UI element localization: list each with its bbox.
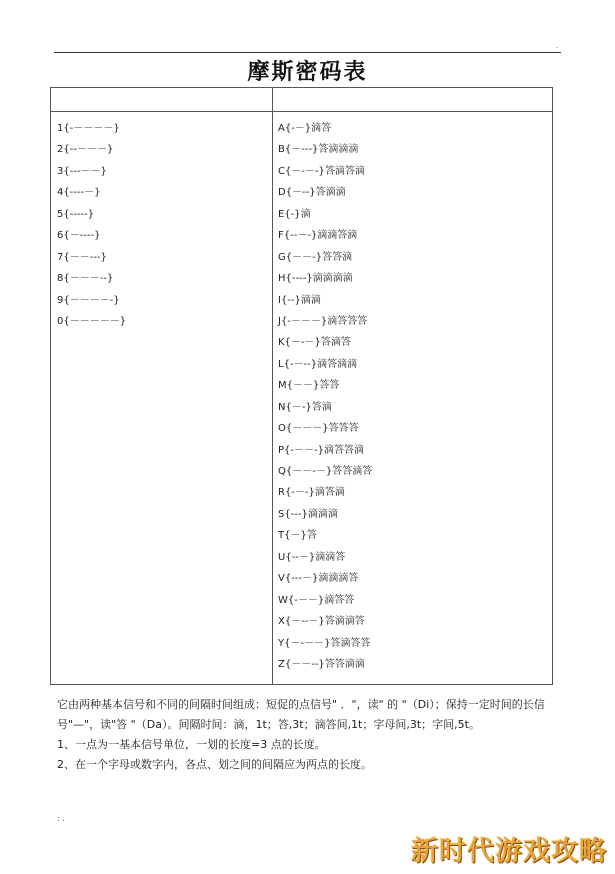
digit-row: 7{－－---} <box>57 251 107 263</box>
page-title: 摩斯密码表 <box>247 60 368 85</box>
site-watermark: 新时代游戏攻略 <box>411 836 607 867</box>
digit-row: 0{－－－－－} <box>57 315 127 327</box>
digit-row: 6{－----} <box>57 230 101 242</box>
letter-row: I{--}滴滴 <box>278 294 321 306</box>
letter-row: D{－--}答滴滴 <box>278 187 346 199</box>
letter-row: X{－--－}答滴滴答 <box>278 616 365 628</box>
top-rule <box>54 52 561 53</box>
letter-row: M{－－}答答 <box>278 380 340 392</box>
intro-paragraph: 它由两种基本信号和不同的间隔时间组成：短促的点信号" ．"，读" 的 "（Di）；保持一定时间的长信号"—"，读"答 "（Da）。间隔时间：滴，1t；答,3t；滴答间,1t；字母间,3t；字间,5t。 <box>57 698 545 731</box>
letters-column <box>278 118 372 675</box>
letter-row: V{---－}滴滴滴答 <box>278 573 359 585</box>
digit-row: 4{----－} <box>57 187 101 199</box>
letter-row: S{---}滴滴滴 <box>278 508 338 520</box>
digits-column <box>57 118 126 332</box>
letter-row: B{－---}答滴滴滴 <box>278 144 359 156</box>
rule-1: 1、一点为一基本信号单位，一划的长度=3 点的长度。 <box>57 738 326 751</box>
digit-row: 5{-----} <box>57 208 95 220</box>
table-header-divider <box>51 111 552 112</box>
letter-row: E{-}滴 <box>278 208 311 220</box>
letter-row: Q{－－-－}答答滴答 <box>278 466 373 477</box>
bottom-corner-mark: : . <box>57 814 65 823</box>
letter-row: J{-－－－}滴答答答 <box>278 315 368 327</box>
letter-row: O{－－－}答答答 <box>278 423 359 435</box>
letter-row: C{－-－-}答滴答滴 <box>278 165 365 177</box>
digit-row: 1{-－－－－} <box>57 123 120 134</box>
letter-row: A{-－}滴答 <box>278 123 332 134</box>
letter-row: Y{－-－－}答滴答答 <box>278 637 371 649</box>
top-corner-mark: . <box>556 42 559 50</box>
letter-row: T{－}答 <box>278 530 317 542</box>
letter-row: R{-－-}滴答滴 <box>278 487 345 499</box>
explanation-notes <box>57 695 569 775</box>
letter-row: Z{－－--}答答滴滴 <box>278 658 365 670</box>
digit-row: 2{--－－－} <box>57 144 114 156</box>
digit-row: 9{－－－－-} <box>57 294 120 306</box>
letter-row: F{--－-}滴滴答滴 <box>278 230 358 242</box>
letter-row: L{-－--}滴答滴滴 <box>278 358 358 370</box>
digit-row: 3{---－－} <box>57 165 107 177</box>
letter-row: N{－-}答滴 <box>278 401 332 413</box>
letter-row: U{--－}滴滴答 <box>278 551 346 563</box>
letter-row: P{-－－-}滴答答滴 <box>278 444 364 456</box>
letter-row: W{-－－}滴答答 <box>278 594 355 606</box>
rule-2: 2、在一个字母或数字内，各点、划之间的间隔应为两点的长度。 <box>57 758 372 771</box>
morse-table <box>50 87 553 685</box>
table-column-divider <box>272 88 273 684</box>
letter-row: K{－-－}答滴答 <box>278 337 351 349</box>
letter-row: G{－－-}答答滴 <box>278 251 353 263</box>
letter-row: H{----}滴滴滴滴 <box>278 273 353 285</box>
digit-row: 8{－－－--} <box>57 273 114 285</box>
